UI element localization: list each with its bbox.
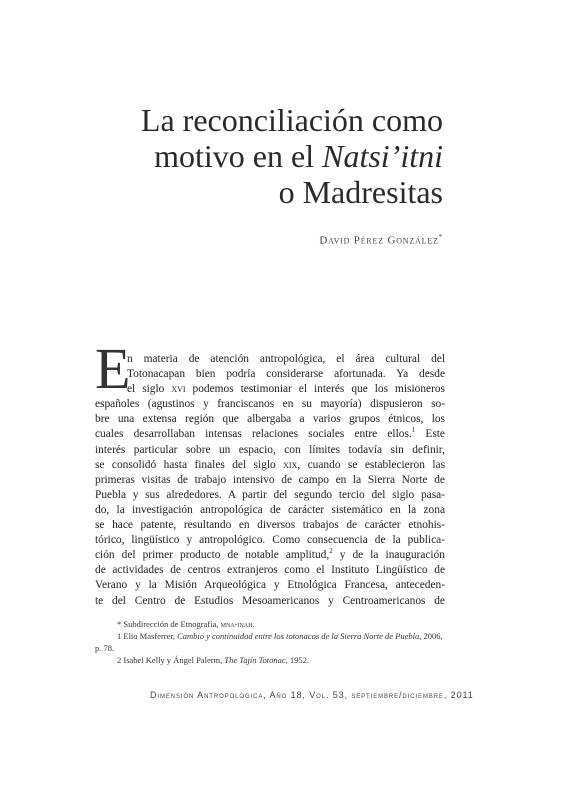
body-line-15: de actividades de centros extranjeros como el Instituto Lingüístico de: [95, 564, 445, 577]
footnote-1-continued: p. 78.: [95, 643, 115, 653]
century-xvi: xvi: [171, 383, 186, 396]
body-line-2: Totonacapan bien podría considerarse afortunada. Ya desde: [127, 368, 445, 381]
footnote-ref-2[interactable]: 2: [329, 547, 333, 556]
body-line-6-text: cuales desarrollaban intensas relaciones sociales entre ellos.: [95, 428, 412, 441]
footnote-2-year: , 1952.: [285, 655, 310, 665]
body-line-16: Verano y la Misión Arqueológica y Etnológica Francesa, anteceden-: [95, 579, 445, 592]
body-line-13: tórico, lingüístico y antropológico. Como consecuencia de la publica-: [95, 534, 445, 547]
running-footer: Dimensión Antropológica, Año 18, Vol. 53, septiembre/diciembre, 2011: [150, 690, 474, 700]
footnote-2-authors: Isabel Kelly y Ángel Palerm,: [123, 655, 225, 665]
body-line-12: se hace patente, resultando en diversos trabajos de carácter etnohis-: [95, 519, 445, 532]
century-xix: xix: [283, 458, 298, 471]
footnote-2-mark: 2: [117, 655, 122, 665]
body-line-8-post: , cuando se establecieron las: [297, 458, 445, 471]
footnote-star-text: Subdirección de Etnografía,: [123, 619, 221, 629]
footnote-1-author: Elio Masferrer,: [123, 631, 178, 641]
title-line-3: o Madresitas: [278, 174, 443, 210]
body-line-14-after: y de la inauguración: [332, 549, 445, 562]
title-italic-natsiitni: Natsi’itni: [322, 138, 443, 174]
body-line-3-pre: el siglo: [127, 383, 172, 396]
body-line-8-pre: se consolidó hasta finales del siglo: [95, 458, 284, 471]
title-line-2-text: motivo en el: [154, 138, 323, 174]
body-line-6-after: Este: [415, 428, 445, 441]
body-line-14-text: ción del primer producto de notable amplitud,: [95, 549, 330, 562]
author-name: David Pérez González: [319, 234, 439, 247]
author-byline: [319, 233, 443, 247]
body-line-3-post: podemos testimoniar el interés que los misioneros: [185, 383, 445, 396]
footnote-1: [95, 630, 445, 642]
footnote-star-mark: *: [117, 619, 122, 629]
footnote-star-institution: mna-inah: [220, 619, 253, 629]
title-line-1: La reconciliación como: [140, 102, 443, 138]
drop-cap: E: [95, 336, 131, 401]
body-line-1: n materia de atención antropológica, el área cultural del: [127, 353, 445, 365]
body-line-11: do, la investigación antropológica de carácter sistemático en la zona: [95, 503, 445, 516]
body-text: [95, 352, 445, 609]
footnote-1-book-title: Cambio y continuidad entre los totonacos de la Sierra Norte de Puebla: [177, 631, 420, 641]
footnote-star-end: .: [252, 619, 255, 629]
footnote-2-book-title: The Tajín Totonac: [224, 655, 286, 665]
body-line-17: te del Centro de Estudios Mesoamericanos y Centroamericanos de: [95, 594, 445, 607]
footnotes: [95, 618, 445, 666]
footnote-star: [95, 618, 445, 630]
author-footnote-mark: *: [438, 233, 443, 241]
body-line-14: [95, 548, 445, 563]
footnote-1-year: , 2006,: [419, 631, 443, 641]
body-line-3: [95, 382, 445, 397]
body-line-10: Puebla y sus alrededores. A partir del segundo tercio del siglo pasa-: [95, 488, 445, 501]
footnote-2: [95, 654, 445, 666]
footnote-ref-1[interactable]: 1: [411, 426, 416, 435]
body-line-7: interés particular sobre un espacio, con límites todavía sin definir,: [95, 443, 445, 456]
body-line-4: españoles (agustinos y franciscanos en su mayoría) dispusieron so-: [95, 398, 445, 411]
footnote-1-mark: 1: [117, 631, 122, 641]
body-line-9: primeras visitas de trabajo intensivo de campo en la Sierra Norte de: [95, 473, 445, 486]
title-line-2: [141, 138, 443, 174]
body-line-8: [95, 458, 445, 473]
body-line-5: bre una extensa región que albergaba a varios grupos étnicos, los: [95, 413, 445, 426]
article-title: [141, 102, 443, 210]
body-line-6: [95, 427, 445, 442]
